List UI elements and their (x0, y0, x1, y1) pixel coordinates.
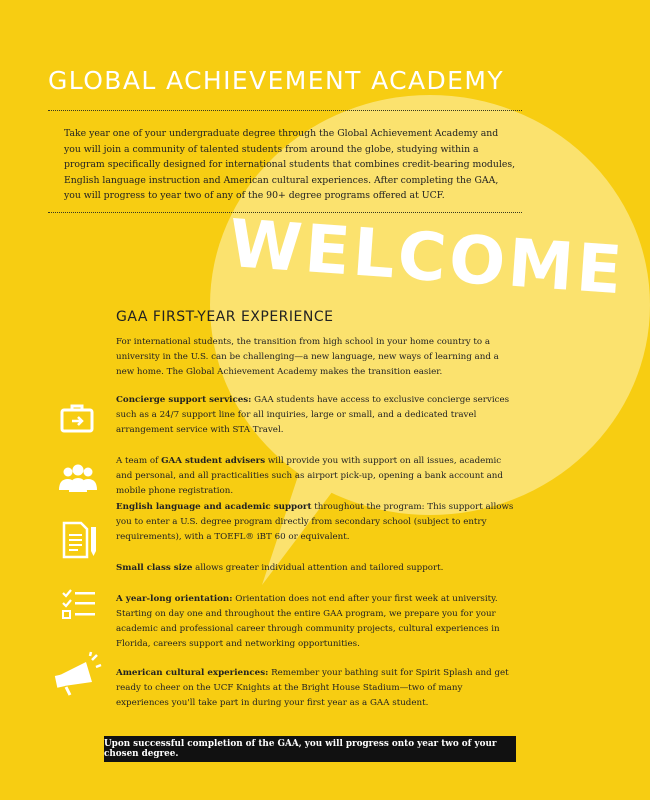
item-class-size (116, 561, 516, 576)
page-title: GLOBAL ACHIEVEMENT ACADEMY (48, 66, 504, 95)
document-pencil-icon (62, 521, 98, 559)
briefcase-icon (60, 403, 94, 433)
item-orientation-heading: A year-long orientation: (116, 594, 233, 604)
people-icon (58, 463, 98, 493)
footer-banner: Upon successful completion of the GAA, you will progress onto year two of your chosen degree. (104, 736, 516, 762)
item-cultural (116, 666, 516, 711)
item-english-text: throughout the program: This support allows you to enter a U.S. degree program directly from secondary school (subject to entry requirements), with a TOEFL® iBT 60 or equivalent. (116, 502, 514, 542)
item-orientation-text: Orientation does not end after your first week at university. Starting on day one and throughout the entire GAA program, we prepare you for your academic and professional career through community projects, cultural experiences in Florida, careers support and networking opportunities. (116, 594, 500, 649)
checklist-icon (62, 589, 96, 619)
item-orientation (116, 592, 516, 652)
item-concierge (116, 393, 516, 438)
item-english (116, 500, 516, 545)
top-divider (48, 110, 522, 111)
intro-divider (48, 212, 522, 213)
item-advisers-pre: A team of (116, 456, 162, 466)
item-advisers-heading: GAA student advisers (161, 456, 266, 466)
welcome-word: WELCOME (226, 205, 628, 310)
item-advisers-text: will provide you with support on all issues, academic and personal, and all practicalities such as airport pick-up, opening a bank account and mobile phone registration. (116, 456, 503, 496)
section-title: GAA FIRST-YEAR EXPERIENCE (116, 309, 334, 325)
item-class-size-heading: Small class size (116, 563, 193, 573)
item-class-size-text: allows greater individual attention and tailored support. (192, 563, 444, 573)
intro-paragraph: Take year one of your undergraduate degree through the Global Achievement Academy and you will join a community of talented students from around the globe, studying within a program specifically designed for international students that combines credit-bearing modules, English language instruction and American cultural experiences. After completing the GAA, you will progress to year two of any of the 90+ degree programs offered at UCF. (64, 128, 516, 202)
item-english-heading: English language and academic support (116, 502, 312, 512)
item-advisers (116, 454, 516, 499)
item-concierge-text: GAA students have access to exclusive concierge services such as a 24/7 support line for all inquiries, large or small, and a dedicated travel arrangement service with STA Travel. (116, 395, 510, 435)
section-lead: For international students, the transition from high school in your home country to a university in the U.S. can be challenging—a new language, new ways of learning and a new home. The Global Achievement Academy makes the transition easier. (116, 337, 499, 377)
megaphone-icon (54, 654, 102, 696)
item-cultural-text: Remember your bathing suit for Spirit Splash and get ready to cheer on the UCF Knights at the Bright House Stadium—two of many experiences you'll take part in during your first year as a GAA student. (116, 668, 509, 708)
item-cultural-heading: American cultural experiences: (116, 668, 269, 678)
item-concierge-heading: Concierge support services: (116, 395, 252, 405)
